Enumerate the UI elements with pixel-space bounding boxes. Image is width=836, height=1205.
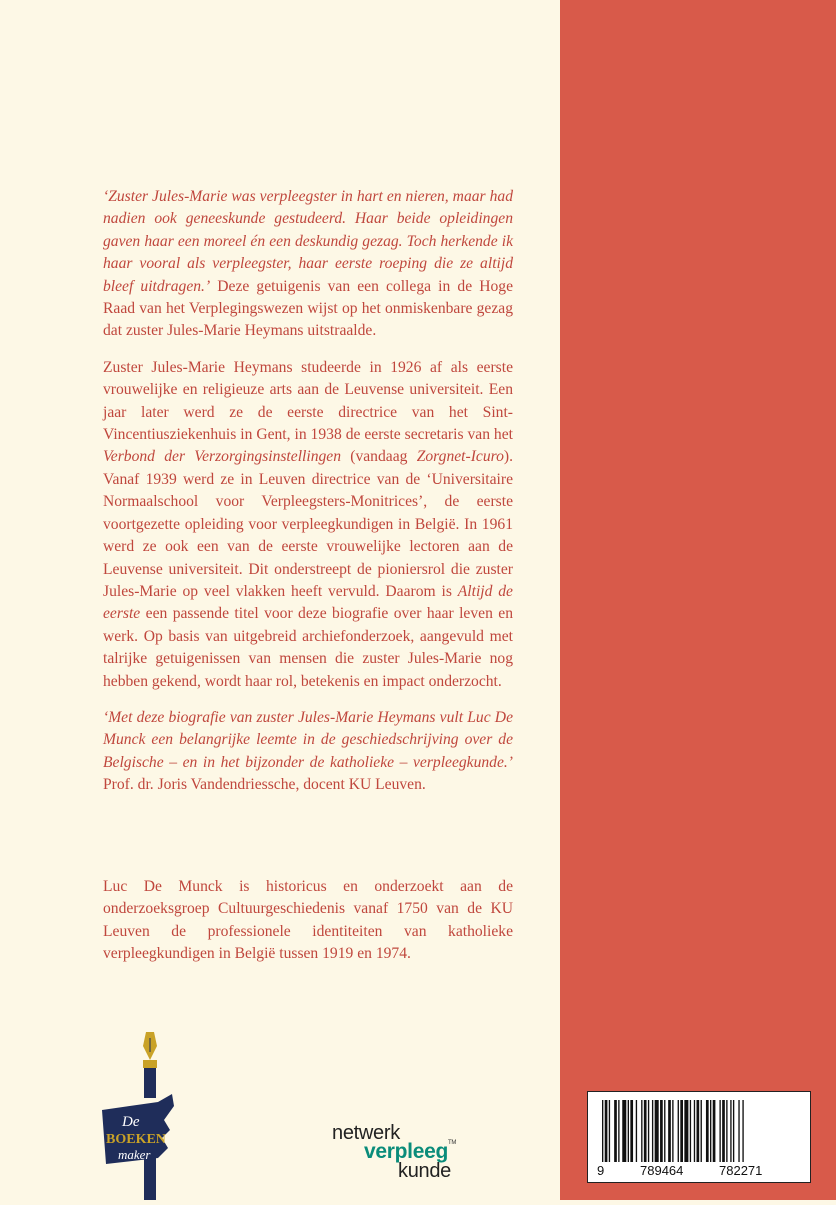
barcode-bar (622, 1100, 626, 1162)
logo-text-verpleeg-word: verpleeg (364, 1140, 448, 1163)
paragraph-testimony (103, 186, 513, 343)
barcode-bar (660, 1100, 663, 1162)
netwerk-verpleegkunde-logo (330, 1122, 480, 1182)
summary-italic-3: Altijd de eerste (103, 582, 513, 623)
barcode-bar (694, 1100, 695, 1162)
barcode-bar (701, 1100, 702, 1162)
barcode-bar (605, 1100, 608, 1162)
barcode-digits-left: 789464 (640, 1163, 684, 1178)
logo-text-boeken: BOEKEN (106, 1132, 166, 1147)
review-quote: ‘Met deze biografie van zuster Jules-Marie Heymans vult Luc De Munck een belangrijke leemte in de geschiedschrijving over de Belgische – en in het bijzonder de katholieke – verpleegkunde.’ (103, 708, 513, 771)
trademark: TM (447, 1140, 457, 1146)
barcode-bar (644, 1100, 647, 1162)
barcode-bar (680, 1100, 683, 1162)
barcode-bar (730, 1100, 731, 1162)
back-cover-text (103, 186, 513, 811)
barcode-bar (713, 1100, 716, 1162)
barcode-bar (710, 1100, 711, 1162)
barcode-bar (733, 1100, 734, 1162)
barcode-bar (648, 1100, 649, 1162)
summary-italic-1: Verbond der Verzorgingsinstellingen (103, 448, 341, 466)
barcode-bar (628, 1100, 629, 1162)
barcode-bar (672, 1100, 673, 1162)
barcode-bar (678, 1100, 679, 1162)
logo-text-netwerk: netwerk (332, 1122, 400, 1144)
testimony-quote: ‘Zuster Jules-Marie was verpleegster in hart en nieren, maar had nadien ook geneeskunde gestudeerd. Haar beide opleidingen gaven haar een moreel én een deskundig gezag. Toch herkende ik haar vooral als verpleegster, haar eerste roeping die ze altijd bleef uitdragen.’ (103, 188, 513, 295)
barcode-bar (690, 1100, 691, 1162)
summary-text-1: Zuster Jules-Marie Heymans studeerde in 1926 af als eerste vrouwelijke en religieuze arts aan de Leuvense universiteit. Een jaar later werd ze de eerste directrice van het Sint-Vincentiusziekenhuis in Gent, in 1938 de eerste secretaris van het (103, 358, 513, 444)
boekenmaker-logo (100, 1030, 200, 1200)
barcode-bar (602, 1100, 603, 1162)
review-attribution: Prof. dr. Joris Vandendriessche, docent KU Leuven. (103, 776, 426, 794)
barcode-bar (636, 1100, 637, 1162)
logo-text-maker: maker (118, 1147, 151, 1162)
summary-text-4: een passende titel voor deze biografie over haar leven en werk. Op basis van uitgebreid archiefonderzoek, aangevuld met talrijke getuigenissen van mensen die zuster Jules-Marie nog hebben gekend, wordt haar rol, betekenis en impact onderzocht. (103, 605, 513, 690)
summary-text-2: (vandaag (341, 448, 417, 466)
barcode-bar (668, 1100, 671, 1162)
logo-text-kunde: kunde (398, 1160, 451, 1182)
summary-italic-2: Zorgnet-Icuro (416, 448, 504, 466)
barcode-bar (630, 1100, 633, 1162)
barcode-bar (706, 1100, 709, 1162)
barcode-bar (719, 1100, 720, 1162)
paragraph-review (103, 707, 513, 797)
barcode-bar (664, 1100, 665, 1162)
summary-text-3: ). Vanaf 1939 werd ze in Leuven directrice van de ‘Universitaire Normaalschool voor Verpleegsters-Monitrices’, de eerste voortgezette opleiding voor verpleegkundigen in België. In 1961 werd ze ook een van de eerste vrouwelijke lectoren aan de Leuvense universiteit. Dit onderstreept de pioniersrol die zuster Jules-Marie op veel vlakken heeft vervuld. Daarom is (103, 448, 513, 600)
barcode-bar (738, 1100, 739, 1162)
barcode-bar (618, 1100, 619, 1162)
barcode-digit-prefix: 9 (597, 1163, 605, 1178)
testimony-attribution: Deze getuigenis van een collega in de Hoge Raad van het Verplegingswezen wijst op het onmiskenbare gezag dat zuster Jules-Marie Heymans uitstraalde. (103, 277, 514, 340)
logo-text-de: De (122, 1114, 140, 1130)
barcode-bar (726, 1100, 727, 1162)
barcode-bar (684, 1100, 688, 1162)
barcode-bar (609, 1100, 610, 1162)
author-bio: Luc De Munck is historicus en onderzoekt aan de onderzoeksgroep Cultuurgeschiedenis vanaf 1750 van de KU Leuven de professionele identiteiten van katholieke verpleegkundigen in België tussen 1919 en 1974. (103, 878, 513, 963)
barcode-bar (742, 1100, 743, 1162)
barcode-bar (722, 1100, 725, 1162)
barcode-bar (641, 1100, 642, 1162)
barcode-bars (598, 1100, 800, 1162)
barcode-bar (655, 1100, 659, 1162)
barcode-bar (697, 1100, 700, 1162)
paragraph-summary (103, 357, 513, 693)
barcode-bar (652, 1100, 653, 1162)
isbn-barcode (587, 1091, 811, 1183)
barcode-bar (614, 1100, 617, 1162)
spine-panel (560, 0, 836, 1200)
barcode-digits-right: 782271 (719, 1163, 763, 1178)
